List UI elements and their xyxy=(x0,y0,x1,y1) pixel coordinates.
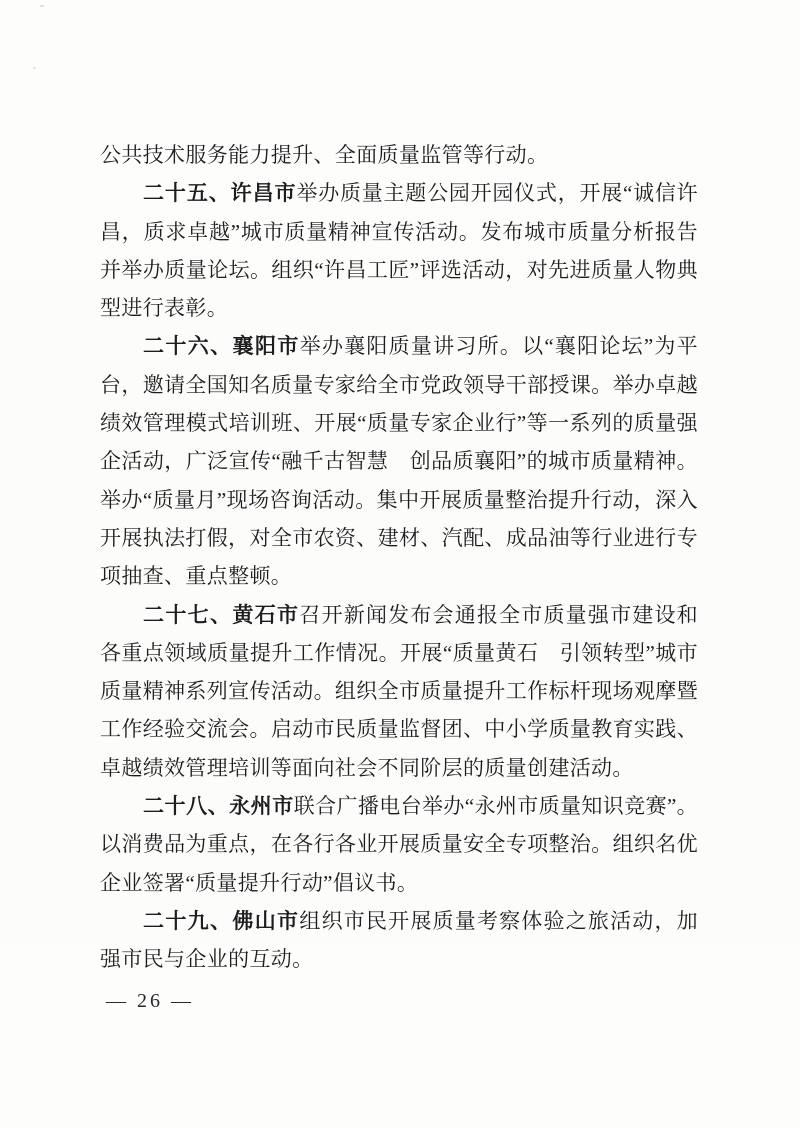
paragraph xyxy=(100,902,698,979)
paragraph-lead: 二十七、黄石市 xyxy=(143,602,300,627)
paragraph-text: 举办质量主题公园开园仪式，开展“诚信许昌，质求卓越”城市质量精神宣传活动。发布城市质量分析报告并举办质量论坛。组织“许昌工匠”评选活动，对先进质量人物典型进行表彰。 xyxy=(100,181,698,321)
paragraph-text: 举办襄阳质量讲习所。以“襄阳论坛”为平台，邀请全国知名质量专家给全市党政领导干部授课。举办卓越绩效管理模式培训班、开展“质量专家企业行”等一系列的质量强企活动，广泛宣传“融千古智慧 创品质襄阳”的城市质量精神。举办“质量月”现场咨询活动。集中开展质量整治提升行动，深入开展执法打假，对全市农资、建材、汽配、成品油等行业进行专项抽查、重点整顿。 xyxy=(100,334,698,589)
paragraph-text: 公共技术服务能力提升、全面质量监管等行动。 xyxy=(100,143,549,167)
scan-speck xyxy=(33,67,36,69)
text-block xyxy=(100,136,698,979)
paragraph xyxy=(100,136,698,174)
paragraph-lead: 二十九、佛山市 xyxy=(143,908,300,933)
paragraph-text: 组织市民开展质量考察体验之旅活动，加强市民与企业的互动。 xyxy=(100,908,698,972)
paragraph-lead: 二十五、许昌市 xyxy=(143,181,297,206)
paragraph xyxy=(100,327,698,595)
paragraph xyxy=(100,174,698,327)
paragraph-lead: 二十六、襄阳市 xyxy=(143,334,300,359)
paragraph-lead: 二十八、永州市 xyxy=(143,794,294,819)
paragraph xyxy=(100,596,698,787)
page-number: — 26 — xyxy=(106,990,194,1012)
paragraph-text: 联合广播电台举办“永州市质量知识竞赛”。以消费品为重点，在各行各业开展质量安全专项整治。组织名优企业签署“质量提升行动”倡议书。 xyxy=(100,794,699,895)
paragraph-text: 召开新闻发布会通报全市质量强市建设和各重点领域质量提升工作情况。开展“质量黄石 引领转型”城市质量精神系列宣传活动。组织全市质量提升工作标杆现场观摩暨工作经验交流会。启动市民质量监督团、中小学质量教育实践、卓越绩效管理培训等面向社会不同阶层的质量创建活动。 xyxy=(100,602,698,780)
paragraph xyxy=(100,787,698,902)
scan-speck xyxy=(40,5,44,7)
